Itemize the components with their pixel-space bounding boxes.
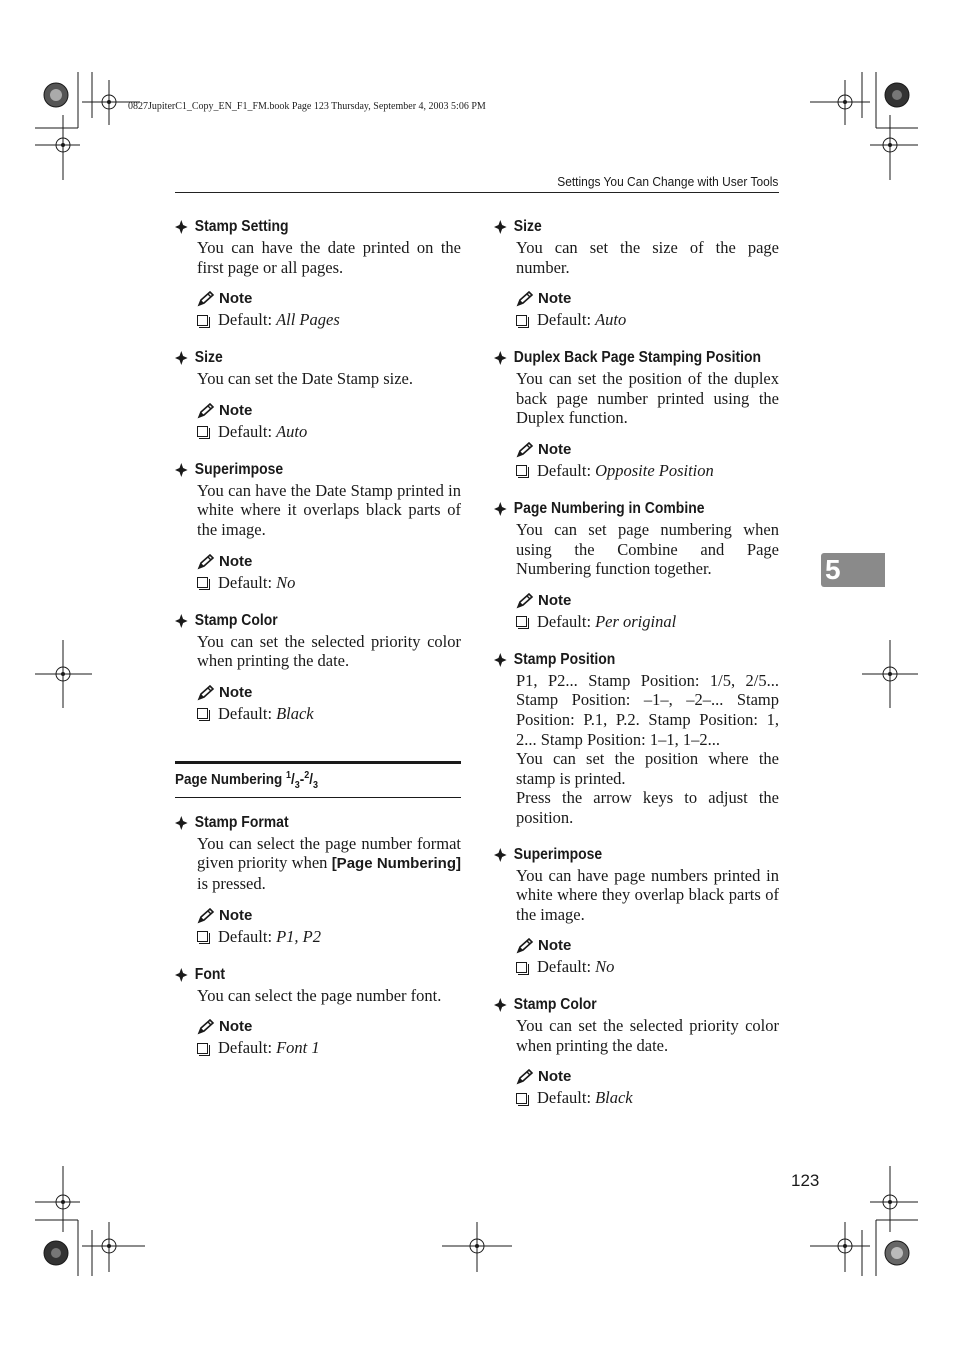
default-value: Auto (595, 310, 627, 330)
item-title: Superimpose (194, 460, 284, 478)
note-label: Note (538, 937, 572, 955)
item-stamp-format (175, 812, 461, 948)
default-value: No (276, 572, 296, 592)
item-body: You can set the position of the duplex back page number printed using the Duplex function. (516, 369, 779, 428)
default-value: Auto (276, 421, 308, 441)
diamond-bullet-icon (175, 463, 188, 477)
running-head: Settings You Can Change with User Tools (556, 174, 778, 189)
item-title: Stamp Color (194, 611, 278, 629)
item-title: Duplex Back Page Stamping Position (513, 349, 762, 367)
page-numbering-key: [Page Numbering] (331, 855, 462, 873)
default-value: Font 1 (276, 1038, 320, 1058)
item-title: Size (194, 349, 223, 367)
item-stamp-setting (175, 216, 461, 331)
checkbox-icon (516, 1093, 527, 1104)
checkbox-icon (197, 1043, 208, 1054)
note: Note Default: Auto (197, 401, 461, 443)
item-title: Stamp Format (194, 813, 289, 831)
item-body: P1, P2... Stamp Position: 1/5, 2/5... Stamp Position: –1–, –2–... Stamp Position: P.1, P.2. Stamp Position: 1, 2... Stamp Position: 1–1, 1–2... (516, 670, 779, 749)
default-value: Black (276, 703, 314, 723)
default-value: P1, P2 (276, 926, 321, 946)
item-body: You can select the page number format given priority when [Page Numbering] is pressed. (197, 833, 462, 893)
note-label: Note (219, 906, 253, 924)
item-size (175, 347, 461, 443)
checkbox-icon (516, 616, 527, 627)
note-label: Note (538, 290, 572, 308)
pencil-note-icon (197, 1019, 215, 1035)
diamond-bullet-icon (175, 220, 188, 234)
note: Note Default: Black (197, 683, 461, 725)
diamond-bullet-icon (175, 816, 188, 830)
item-page-numbering-in-combine (494, 498, 779, 633)
pencil-note-icon (516, 1069, 534, 1085)
note-label: Note (219, 401, 253, 419)
checkbox-icon (516, 962, 527, 973)
checkbox-icon (197, 577, 208, 588)
pencil-note-icon (197, 403, 215, 419)
diamond-bullet-icon (494, 502, 507, 516)
item-title: Size (513, 218, 542, 235)
note: Note Default: Per original (516, 591, 779, 633)
diamond-bullet-icon (494, 653, 507, 667)
note-label: Note (538, 591, 572, 609)
item-duplex-back-page-stamping-position (494, 347, 779, 482)
item-body: You can set the Date Stamp size. (197, 369, 413, 389)
item-body: You can have the Date Stamp printed in white where it overlaps black parts of the image. (197, 480, 461, 539)
pencil-note-icon (516, 593, 534, 609)
pencil-note-icon (197, 908, 215, 924)
item-title: Stamp Position (513, 650, 616, 668)
diamond-bullet-icon (494, 848, 507, 862)
pencil-note-icon (197, 554, 215, 570)
item-body: You can have the date printed on the first page or all pages. (197, 238, 461, 277)
item-title: Stamp Setting (194, 218, 289, 235)
checkbox-icon (516, 465, 527, 476)
note: Note Default: Black (516, 1067, 779, 1109)
pencil-note-icon (516, 938, 534, 954)
page-number: 123 (791, 1171, 820, 1190)
item-stamp-position (494, 649, 779, 828)
note: Note Default: Font 1 (197, 1017, 461, 1059)
item-superimpose (175, 459, 461, 594)
right-column (494, 216, 779, 1125)
item-stamp-color (175, 610, 461, 725)
note-label: Note (538, 1068, 572, 1086)
default-value: No (595, 957, 615, 977)
chapter-tab: 5 (821, 553, 885, 587)
item-body: You can set the size of the page number. (516, 238, 779, 277)
default-value: Opposite Position (595, 460, 714, 480)
section-heading-page-numbering: Page Numbering $^1/_3-^2/_3$ (175, 761, 461, 798)
checkbox-icon (197, 931, 208, 942)
note-label: Note (538, 440, 572, 458)
pencil-note-icon (197, 685, 215, 701)
item-body: You can set page numbering when using the Combine and Page Numbering function together. (516, 519, 779, 579)
diamond-bullet-icon (175, 968, 188, 982)
pencil-note-icon (516, 442, 534, 458)
pencil-note-icon (197, 291, 215, 307)
item-body: You can set the position where the stamp is printed. (516, 749, 779, 788)
checkbox-icon (197, 315, 208, 326)
item-body: You can have page numbers printed in white where they overlap black parts of the image. (516, 865, 779, 924)
item-title: Font (194, 965, 226, 983)
item-title: Superimpose (513, 845, 603, 863)
diamond-bullet-icon (494, 220, 507, 234)
note-label: Note (219, 1018, 253, 1036)
item-title: Page Numbering in Combine (513, 499, 705, 517)
note: Note Default: Auto (516, 289, 779, 331)
note: Note Default: No (516, 936, 779, 978)
checkbox-icon (516, 315, 527, 326)
item-stamp-color (494, 994, 779, 1109)
diamond-bullet-icon (175, 351, 188, 365)
note: Note Default: All Pages (197, 289, 461, 331)
left-column (175, 216, 461, 1059)
item-body: You can set the selected priority color when printing the date. (197, 631, 461, 671)
header-rule (175, 192, 779, 193)
note: Note Default: No (197, 552, 461, 594)
checkbox-icon (197, 426, 208, 437)
item-title: Stamp Color (513, 996, 597, 1014)
note-label: Note (219, 552, 253, 570)
item-body: Press the arrow keys to adjust the position. (516, 788, 779, 827)
item-font (175, 964, 461, 1060)
default-value: Per original (595, 611, 677, 631)
note-label: Note (219, 683, 253, 701)
diamond-bullet-icon (494, 998, 507, 1012)
file-info: 0827JupiterC1_Copy_EN_F1_FM.book Page 123 Thursday, September 4, 2003 5:06 PM (128, 101, 486, 112)
pencil-note-icon (516, 291, 534, 307)
item-body: You can select the page number font. (197, 985, 442, 1005)
item-size (494, 216, 779, 331)
default-value: All Pages (276, 310, 340, 330)
note-label: Note (219, 290, 253, 308)
diamond-bullet-icon (175, 614, 188, 628)
note: Note Default: Opposite Position (516, 440, 779, 482)
item-body: You can set the selected priority color when printing the date. (516, 1016, 779, 1055)
checkbox-icon (197, 708, 208, 719)
diamond-bullet-icon (494, 351, 507, 365)
default-value: Black (595, 1088, 633, 1108)
item-superimpose (494, 844, 779, 979)
note: Note Default: P1, P2 (197, 906, 461, 948)
